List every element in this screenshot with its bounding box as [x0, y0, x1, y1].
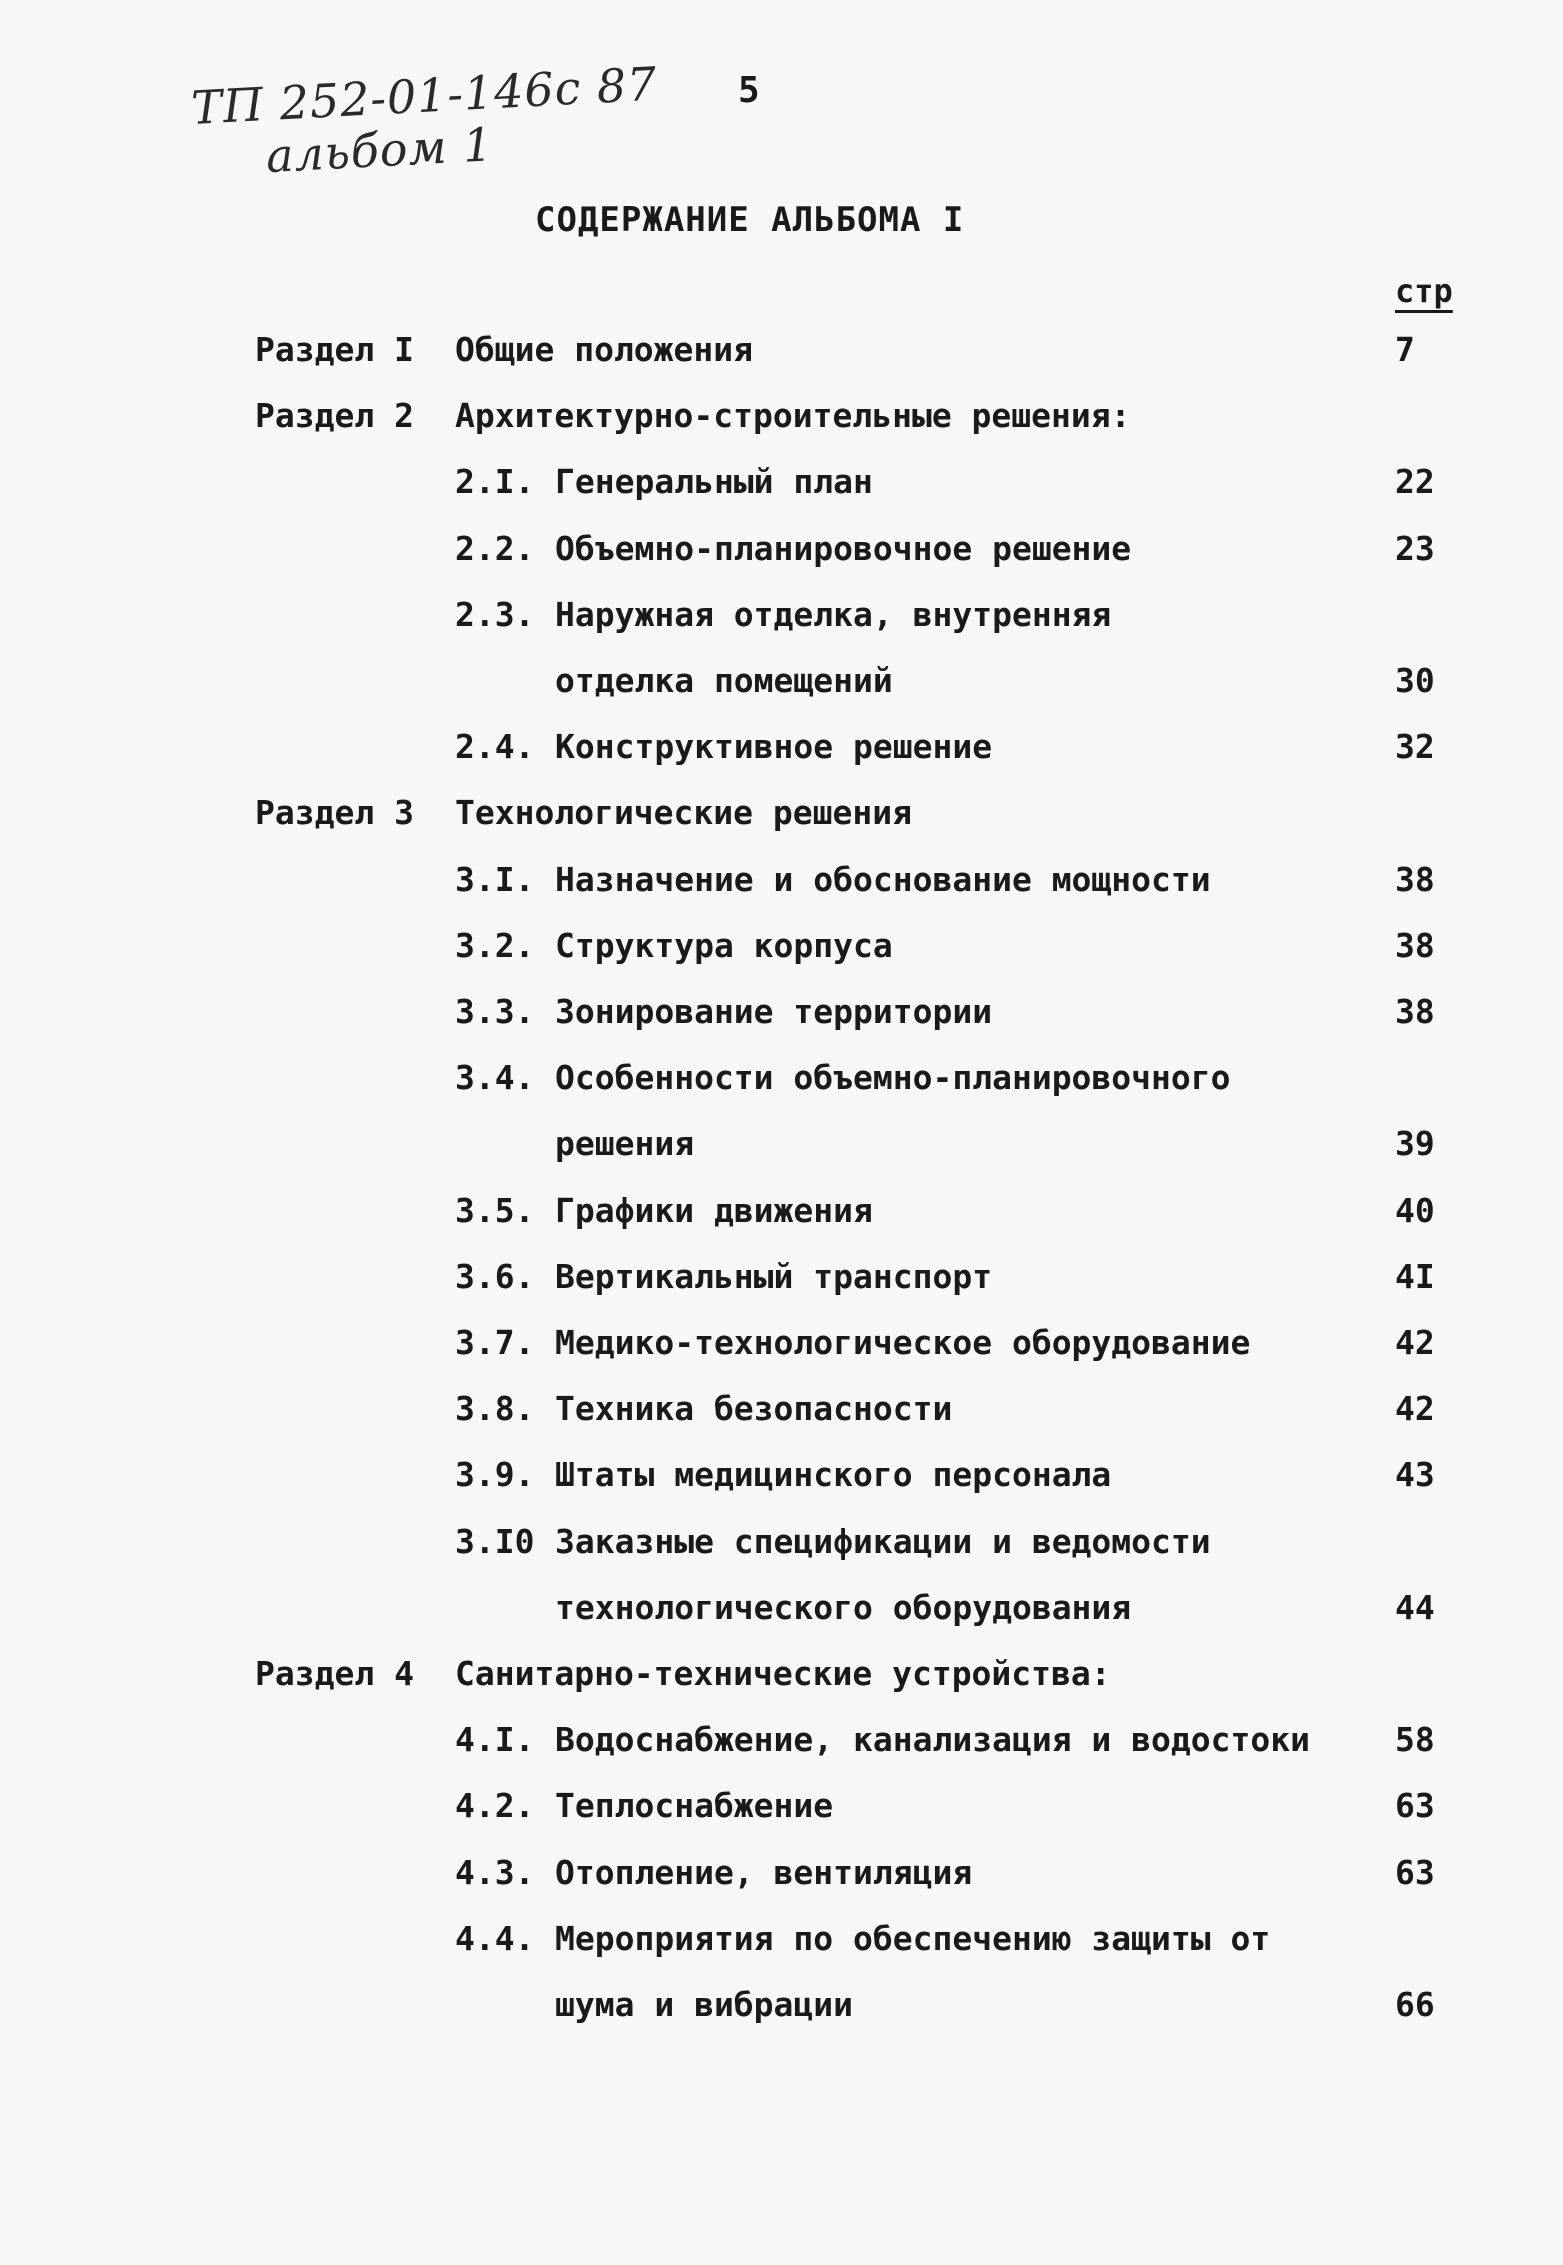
page-ref: 42: [1395, 1389, 1435, 1429]
page-ref: 40: [1395, 1190, 1435, 1230]
page-ref: 22: [1395, 462, 1435, 502]
toc-row: [0, 727, 1563, 771]
item-number: 4.4.: [455, 1918, 535, 1958]
toc-row: [0, 926, 1563, 970]
page-ref: 63: [1395, 1786, 1435, 1826]
section-label: Раздел 2: [255, 396, 414, 436]
project-code-line: ТП 252-01-146с 87: [189, 56, 659, 135]
item-number: 2.4.: [455, 727, 535, 767]
toc-row: [0, 1786, 1563, 1830]
toc-row: [0, 1522, 1563, 1566]
toc-row: [0, 1389, 1563, 1433]
section-label: Раздел 4: [255, 1654, 414, 1693]
toc-row: [0, 1985, 1563, 2029]
toc-row: [0, 661, 1563, 705]
toc-row: [0, 529, 1563, 573]
item-number: 3.4.: [455, 1058, 535, 1098]
page-ref: 38: [1395, 925, 1435, 965]
toc-row: [0, 330, 1563, 374]
toc-row: [0, 992, 1563, 1036]
page-number: 5: [738, 70, 760, 111]
item-number: 2.3.: [455, 594, 535, 634]
page-column-label: стр: [1395, 272, 1453, 310]
toc-row: [0, 1853, 1563, 1897]
item-text-continued: отделка помещений: [555, 661, 893, 700]
item-text: Зонирование территории: [555, 992, 993, 1031]
page-ref: 7: [1395, 330, 1415, 369]
item-text-continued: решения: [555, 1124, 695, 1164]
toc-row: [0, 396, 1563, 440]
item-text-continued: шума и вибрации: [555, 1985, 854, 2024]
toc-row: [0, 1323, 1563, 1367]
toc-row: [0, 1654, 1563, 1698]
page-ref: 32: [1395, 727, 1435, 767]
item-text: Водоснабжение, канализация и водостоки: [555, 1720, 1310, 1760]
item-text: Вертикальный транспорт: [555, 1256, 993, 1296]
section-title: Санитарно-технические устройства:: [455, 1654, 1111, 1693]
item-number: 3.6.: [455, 1256, 535, 1296]
item-text: Медико-технологическое оборудование: [555, 1323, 1251, 1362]
handwritten-project-code: [190, 58, 661, 186]
item-text: Техника безопасности: [555, 1389, 953, 1429]
item-text: Генеральный план: [555, 462, 873, 502]
page-ref: 58: [1395, 1720, 1435, 1760]
toc-row: [0, 595, 1563, 639]
page-ref: 4I: [1395, 1256, 1435, 1296]
section-label: Раздел 3: [255, 793, 414, 833]
item-text: Объемно-планировочное решение: [555, 528, 1132, 568]
item-number: 3.5.: [455, 1190, 535, 1230]
page-ref: 38: [1395, 992, 1435, 1031]
page-ref: 43: [1395, 1455, 1435, 1495]
section-title: Общие положения: [455, 330, 754, 369]
section-title: Архитектурно-строительные решения:: [455, 396, 1131, 436]
item-text: Отопление, вентиляция: [555, 1852, 973, 1892]
page-ref: 23: [1395, 528, 1435, 568]
item-number: 3.3.: [455, 992, 535, 1031]
item-text: Структура корпуса: [555, 925, 893, 965]
item-text: Теплоснабжение: [555, 1786, 834, 1826]
section-title: Технологические решения: [455, 793, 912, 833]
item-number: 4.I.: [455, 1720, 535, 1760]
item-text: Заказные спецификации и ведомости: [555, 1521, 1211, 1561]
toc-row: [0, 1720, 1563, 1764]
toc-row: [0, 1058, 1563, 1102]
item-number: 3.I0: [455, 1521, 535, 1561]
toc-row: [0, 1455, 1563, 1499]
toc-row: [0, 1191, 1563, 1235]
page-ref: 38: [1395, 859, 1435, 899]
page-ref: 30: [1395, 661, 1435, 700]
toc-row: [0, 1257, 1563, 1301]
toc-row: [0, 462, 1563, 506]
item-text: Назначение и обоснование мощности: [555, 859, 1211, 899]
item-text: Мероприятия по обеспечению защиты от: [555, 1918, 1271, 1958]
item-number: 3.2.: [455, 925, 535, 965]
toc-row: [0, 1919, 1563, 1963]
page-ref: 42: [1395, 1323, 1435, 1362]
item-text: Конструктивное решение: [555, 727, 993, 767]
item-number: 2.I.: [455, 462, 535, 502]
item-number: 2.2.: [455, 528, 535, 568]
page-ref: 66: [1395, 1985, 1435, 2024]
page-ref: 63: [1395, 1852, 1435, 1892]
item-text: Штаты медицинского персонала: [555, 1455, 1112, 1495]
toc-row: [0, 1124, 1563, 1168]
item-number: 3.7.: [455, 1323, 535, 1362]
item-text: Наружная отделка, внутренняя: [555, 594, 1112, 634]
item-number: 4.2.: [455, 1786, 535, 1826]
page-ref: 44: [1395, 1587, 1435, 1627]
toc-row: [0, 793, 1563, 837]
item-text-continued: технологического оборудования: [555, 1587, 1132, 1627]
item-number: 3.I.: [455, 859, 535, 899]
item-text: Графики движения: [555, 1190, 873, 1230]
item-number: 4.3.: [455, 1852, 535, 1892]
page-ref: 39: [1395, 1124, 1435, 1164]
item-number: 3.8.: [455, 1389, 535, 1429]
section-label: Раздел I: [255, 330, 414, 369]
toc-row: [0, 860, 1563, 904]
page-title: СОДЕРЖАНИЕ АЛЬБОМА I: [535, 200, 965, 240]
album-label: альбом 1: [264, 117, 495, 184]
toc-row: [0, 1588, 1563, 1632]
item-number: 3.9.: [455, 1455, 535, 1495]
item-text: Особенности объемно-планировочного: [555, 1058, 1231, 1098]
